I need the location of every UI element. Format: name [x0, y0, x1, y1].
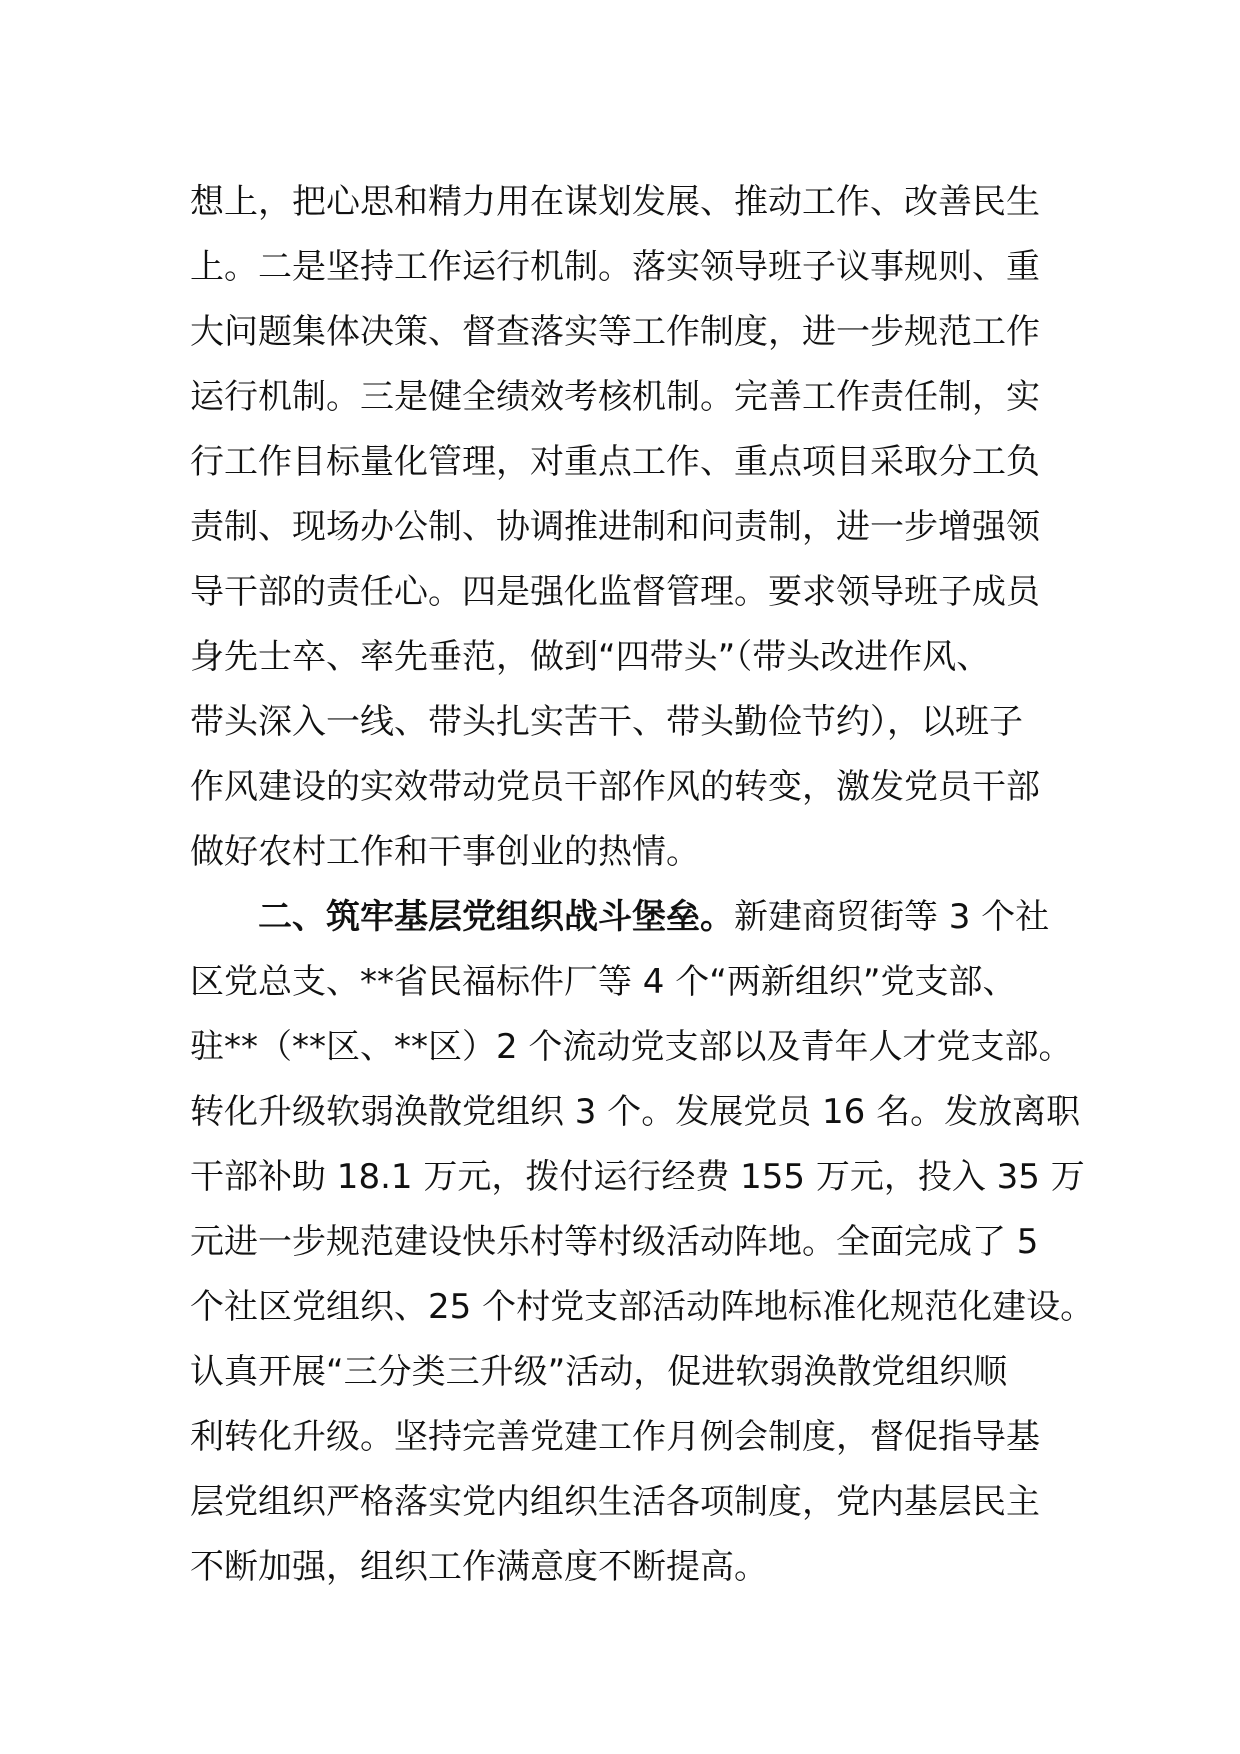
text-line: 驻**（**区、**区）2 个流动党支部以及青年人才党支部。 — [190, 1027, 1073, 1067]
text-line: 利转化升级。坚持完善党建工作月例会制度，督促指导基 — [190, 1417, 1040, 1457]
text-line: 认真开展“三分类三升级”活动，促进软弱涣散党组织顺 — [190, 1352, 1008, 1392]
text-line: 大问题集体决策、督查落实等工作制度，进一步规范工作 — [190, 312, 1040, 352]
text-line: 不断加强，组织工作满意度不断提高。 — [190, 1547, 768, 1587]
text-line: 层党组织严格落实党内组织生活各项制度，党内基层民主 — [190, 1482, 1040, 1522]
document-body — [190, 170, 1095, 1600]
text-line: 转化升级软弱涣散党组织 3 个。发展党员 16 名。发放离职 — [190, 1092, 1081, 1132]
text-line: 干部补助 18.1 万元，拨付运行经费 155 万元，投入 35 万 — [190, 1157, 1085, 1197]
text-line: 责制、现场办公制、协调推进制和问责制，进一步增强领 — [190, 507, 1040, 547]
text-line: 行工作目标量化管理，对重点工作、重点项目采取分工负 — [190, 442, 1040, 482]
text-line: 导干部的责任心。四是强化监督管理。要求领导班子成员 — [190, 572, 1040, 612]
paragraph-2 — [190, 885, 1095, 1600]
text-line: 区党总支、**省民福标件厂等 4 个“两新组织”党支部、 — [190, 962, 1017, 1002]
text-line: 身先士卒、率先垂范，做到“四带头”（带头改进作风、 — [190, 637, 991, 677]
text-line: 想上，把心思和精力用在谋划发展、推动工作、改善民生 — [190, 182, 1040, 222]
text-line: 作风建设的实效带动党员干部作风的转变，激发党员干部 — [190, 767, 1040, 807]
text-line: 个社区党组织、25 个村党支部活动阵地标准化规范化建设。 — [190, 1287, 1095, 1327]
text-line: 上。二是坚持工作运行机制。落实领导班子议事规则、重 — [190, 247, 1040, 287]
text-line: 做好农村工作和干事创业的热情。 — [190, 832, 700, 872]
text-line: 带头深入一线、带头扎实苦干、带头勤俭节约），以班子 — [190, 702, 1023, 742]
text-run: 新建商贸街等 3 个社 — [734, 897, 1050, 937]
text-line: 运行机制。三是健全绩效考核机制。完善工作责任制，实 — [190, 377, 1040, 417]
paragraph-first-line — [190, 885, 1070, 950]
text-line: 元进一步规范建设快乐村等村级活动阵地。全面完成了 5 — [190, 1222, 1039, 1262]
paragraph-1 — [190, 170, 1070, 885]
section-heading: 二、筑牢基层党组织战斗堡垒。 — [258, 897, 734, 937]
